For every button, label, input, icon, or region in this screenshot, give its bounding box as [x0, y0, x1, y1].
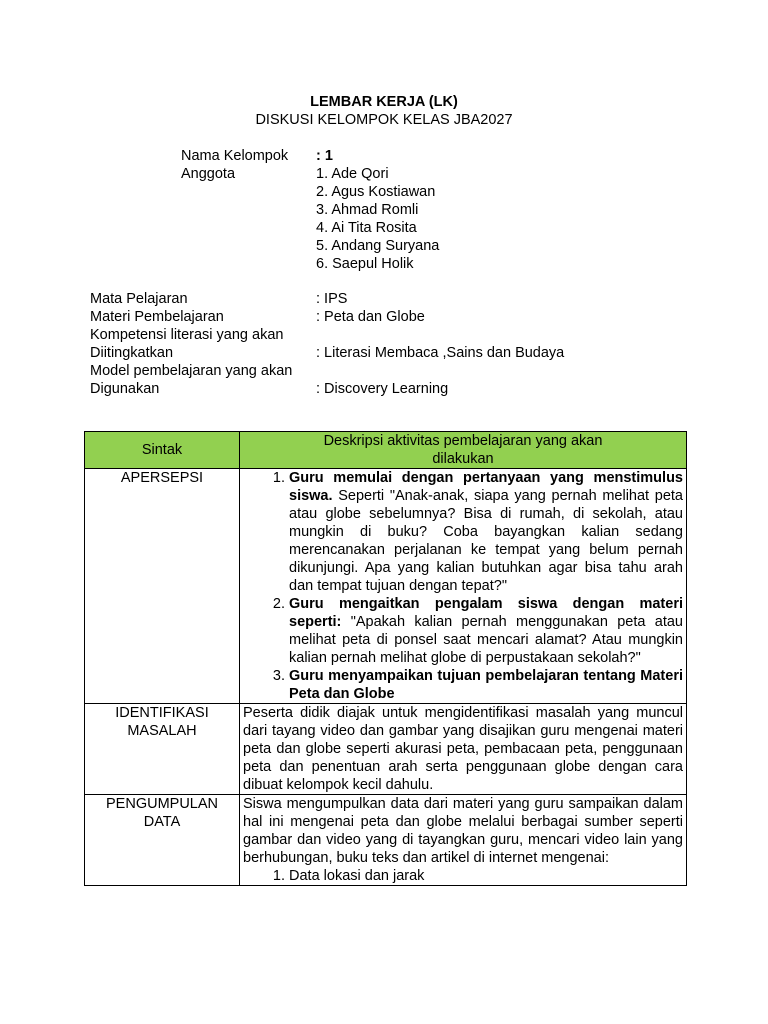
list-item-text: Seperti "Anak-anak, siapa yang pernah melihat peta atau globe sebelumnya? Bisa di rumah, di sekolah, atau mungkin di buku? Coba bayangkan kalian sedang merencanakan perjalanan ke tempat yang belum pernah dikunjungi. Apa yang kalian butuhkan agar bisa tahu arah dan tempat tujuan dengan tepat?": [289, 488, 683, 594]
sintak-pengumpulan: PENGUMPULAN DATA: [85, 795, 240, 886]
activity-table: [84, 431, 687, 886]
mapel-label: Mata Pelajaran: [90, 291, 188, 307]
materi-value: : Peta dan Globe: [316, 309, 425, 325]
list-item-bold: Guru memulai dengan pertanyaan yang menstimulus siswa.: [289, 470, 683, 504]
identifikasi-description: Peserta didik diajak untuk mengidentifikasi masalah yang muncul dari tayang video dan gambar yang disajikan guru mengenai materi peta dan globe seperti akurasi peta, pembacaan peta, penggunaan peta dan penentuan arah serta penggunaan globe dengan cara dibuat kelompok kecil dahulu.: [240, 704, 687, 795]
anggota-item: 1. Ade Qori: [316, 166, 389, 182]
apersepsi-list: [243, 469, 683, 703]
list-item-bold: Guru menyampaikan tujuan pembelajaran tentang Materi Peta dan Globe: [289, 668, 683, 702]
list-item: [289, 469, 683, 595]
kompetensi-label: Kompetensi literasi yang akan: [90, 327, 284, 343]
column-header-deskripsi: [240, 432, 687, 469]
nama-kelompok-value: : 1: [316, 148, 333, 164]
list-item-text: "Apakah kalian pernah menggunakan peta atau melihat peta di ponsel saat mencari alamat? Atau mungkin kalian pernah melihat globe di perpustakaan sekolah?": [289, 614, 683, 666]
document-title: LEMBAR KERJA (LK): [310, 94, 458, 110]
anggota-item: 5. Andang Suryana: [316, 238, 440, 254]
table-row: [85, 469, 687, 704]
anggota-item: 4. Ai Tita Rosita: [316, 220, 417, 236]
kompetensi-value: : Literasi Membaca ,Sains dan Budaya: [316, 345, 565, 361]
kompetensi-label-cont: Diitingkatkan: [90, 345, 174, 361]
anggota-item: 3. Ahmad Romli: [316, 202, 419, 218]
list-item: [289, 667, 683, 703]
model-label: Model pembelajaran yang akan: [90, 363, 293, 379]
table-row: [85, 795, 687, 886]
sintak-apersepsi: APERSEPSI: [85, 469, 240, 704]
list-item: [289, 595, 683, 667]
nama-kelompok-label: Nama Kelompok: [181, 148, 289, 164]
column-header-sintak: Sintak: [85, 432, 240, 469]
mapel-value: : IPS: [316, 291, 348, 307]
apersepsi-description: [240, 469, 687, 704]
document-subtitle: DISKUSI KELOMPOK KELAS JBA2027: [255, 112, 513, 128]
list-item-bold: Guru mengaitkan pengalam siswa dengan materi seperti:: [289, 596, 683, 630]
sintak-identifikasi: IDENTIFIKASI MASALAH: [85, 704, 240, 795]
model-label-cont: Digunakan: [90, 381, 160, 397]
list-item: 1. Data lokasi dan jarak: [289, 867, 683, 885]
materi-label: Materi Pembelajaran: [90, 309, 224, 325]
pengumpulan-description: [240, 795, 687, 886]
anggota-item: 6. Saepul Holik: [316, 256, 414, 272]
model-value: : Discovery Learning: [316, 381, 449, 397]
pengumpulan-list: [243, 867, 683, 885]
pengumpulan-text: Siswa mengumpulkan data dari materi yang guru sampaikan dalam hal ini mengenai peta dan globe melalui berbagai sumber seperti gambar dan video yang di tayangkan guru, mencari video lain yang berhubungan, buku teks dan artikel di internet mengenai:: [243, 796, 683, 866]
column-header-deskripsi-text: Deskripsi aktivitas pembelajaran yang akan dilakukan: [323, 433, 603, 467]
anggota-item: 2. Agus Kostiawan: [316, 184, 436, 200]
table-row: [85, 704, 687, 795]
anggota-label: Anggota: [181, 166, 236, 182]
